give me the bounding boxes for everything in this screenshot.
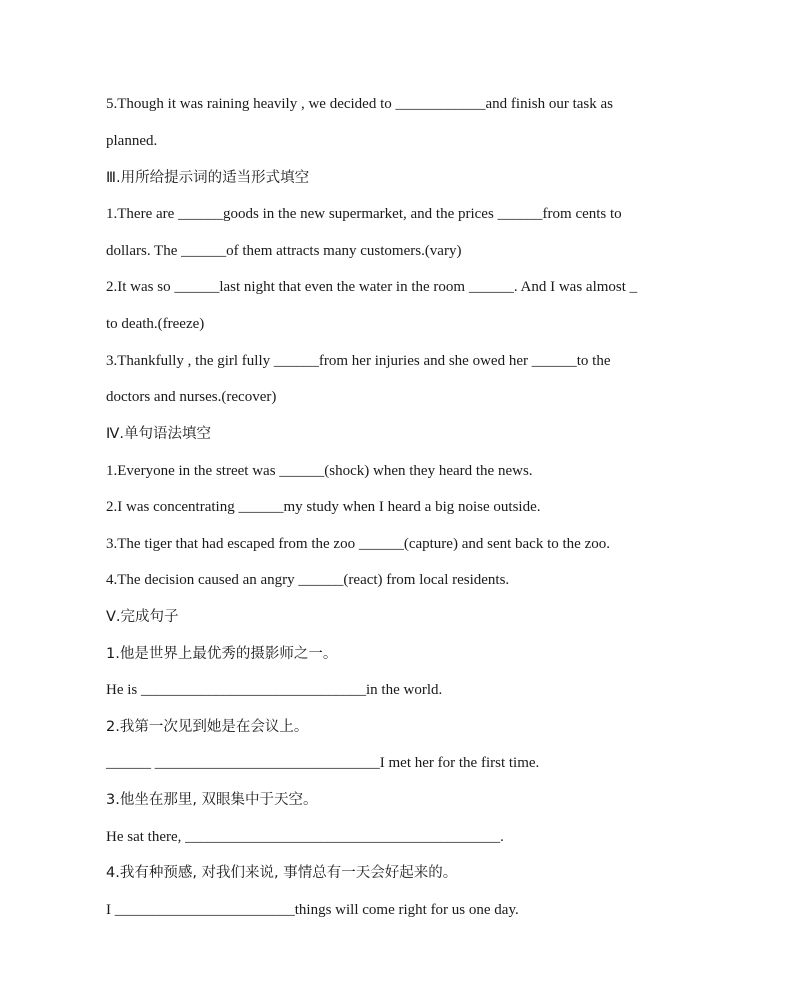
exercise-3-item-1-line-1: 1.There are ______goods in the new supermarket, and the prices ______from cents to — [106, 206, 622, 222]
exercise-5-item-4-prompt: 4.我有种预感, 对我们来说, 事情总有一天会好起来的。 — [106, 865, 458, 881]
exercise-5-item-3-prompt: 3.他坐在那里, 双眼集中于天空。 — [106, 792, 318, 808]
exercise-3-item-2-line-2: to death.(freeze) — [106, 316, 205, 332]
exercise-4-item-4: 4.The decision caused an angry ______(react) from local residents. — [106, 572, 510, 588]
exercise-5-item-4-answer: I ________________________things will come right for us one day. — [106, 902, 519, 918]
exercise-3-item-3-line-1: 3.Thankfully , the girl fully ______from her injuries and she owed her ______to the — [106, 353, 611, 369]
exercise-3-item-3-line-2: doctors and nurses.(recover) — [106, 389, 277, 405]
exercise-5-item-3-answer: He sat there, __________________________________________. — [106, 829, 504, 845]
exercise-5-item-1-answer: He is ______________________________in the world. — [106, 682, 443, 698]
section-3-heading: Ⅲ.用所给提示词的适当形式填空 — [106, 170, 310, 186]
exercise-2-item-5-line-1: 5.Though it was raining heavily , we decided to ____________and finish our task as — [106, 96, 613, 112]
exercise-5-item-2-answer: ______ ______________________________I met her for the first time. — [106, 755, 540, 771]
exercise-5-item-2-prompt: 2.我第一次见到她是在会议上。 — [106, 719, 309, 735]
exercise-4-item-3: 3.The tiger that had escaped from the zoo ______(capture) and sent back to the zoo. — [106, 536, 610, 552]
exercise-4-item-2: 2.I was concentrating ______my study when I heard a big noise outside. — [106, 499, 541, 515]
exercise-5-item-1-prompt: 1.他是世界上最优秀的摄影师之一。 — [106, 646, 338, 662]
section-4-heading: Ⅳ.单句语法填空 — [106, 426, 211, 442]
section-5-heading: Ⅴ.完成句子 — [106, 609, 179, 625]
exercise-3-item-2-line-1: 2.It was so ______last night that even the water in the room ______. And I was almost _ — [106, 279, 638, 295]
exercise-2-item-5-line-2: planned. — [106, 133, 158, 149]
exercise-4-item-1: 1.Everyone in the street was ______(shock) when they heard the news. — [106, 463, 533, 479]
exercise-3-item-1-line-2: dollars. The ______of them attracts many customers.(vary) — [106, 243, 462, 259]
